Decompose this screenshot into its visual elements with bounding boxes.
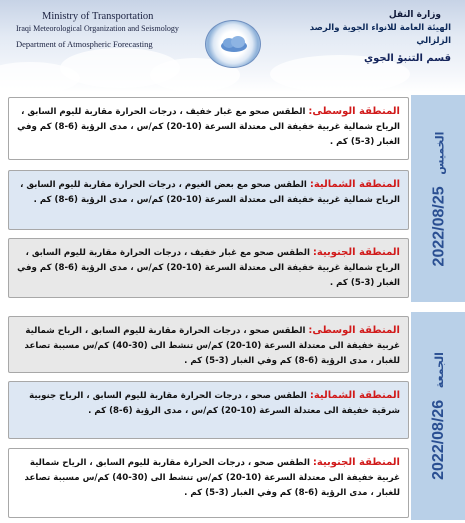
organization-name-en: Iraqi Meteorological Organization and Seismology <box>16 24 179 33</box>
forecast-day1-central <box>8 97 409 160</box>
region-forecast: الطقس صحو ، درجات الحرارة مقاربة لليوم السابق ، الرياح شمالية غربية خفيفة الى معتدلة السرعة (10-20) كم/س تنشط الى (30-40) كم/س مسببة تصاعد للغبار ، مدى الرؤية (6-8) كم وفي الغبار (3-5) كم . <box>24 458 400 498</box>
letterhead <box>0 0 465 92</box>
day-1-name: الخميس <box>433 131 446 175</box>
region-forecast: الطقس صحو ، درجات الحرارة مقاربة لليوم السابق ، الرياح شمالية غربية خفيفة الى معتدلة السرعة (10-20) كم/س تنشط الى (30-40) كم/س مسببة تصاعد للغبار ، مدى الرؤية (6-8) كم وفي الغبار (3-5) كم . <box>24 326 400 366</box>
organization-name-ar: الهيئة العامة للانواء الجوية والرصد الزلزالي <box>309 23 451 46</box>
region-name: المنطقة الجنوبية: <box>312 247 400 258</box>
forecast-day1-south <box>8 238 409 298</box>
ministry-name-ar: وزارة النقل <box>388 10 441 20</box>
region-forecast: الطقس صحو ، درجات الحرارة مقاربة لليوم السابق ، الرياح جنوبية شرقية خفيفة الى معتدلة السرعة (10-20) كم/س ، مدى الرؤية (6-8) كم . <box>29 391 400 416</box>
header-arabic <box>301 8 451 67</box>
region-forecast: الطقس صحو مع بعض الغيوم ، درجات الحرارة مقاربة لليوم السابق ، الرياح شمالية غربية خفيفة الى معتدلة السرعة (10-20) كم/س ، مدى الرؤية (6-8) كم . <box>20 180 400 205</box>
forecast-day1-north <box>8 170 409 230</box>
region-forecast: الطقس صحو مع غبار خفيف ، درجات الحرارة مقاربة لليوم السابق ، الرياح شمالية غربية خفيفة الى معتدلة السرعة (10-20) كم/س ، مدى الرؤية (6-8) كم وفي الغبار (3-5) كم . <box>17 248 400 288</box>
ministry-name-en: Ministry of Transportation <box>42 11 154 22</box>
forecast-day2-north <box>8 381 409 439</box>
region-forecast: الطقس صحو مع غبار خفيف ، درجات الحرارة مقاربة لليوم السابق ، الرياح شمالية غربية خفيفة الى معتدلة السرعة (10-20) كم/س ، مدى الرؤية (6-8) كم وفي الغبار (3-5) كم . <box>17 107 400 147</box>
department-name-ar: قسم التنبؤ الجوي <box>363 53 451 64</box>
day-2-label <box>415 312 461 520</box>
department-name-en: Department of Atmospheric Forecasting <box>16 39 153 49</box>
day-2-date: 2022/08/26 <box>430 399 447 480</box>
day-1-label <box>415 95 461 302</box>
region-name: المنطقة الشمالية: <box>309 390 400 401</box>
region-name: المنطقة الجنوبية: <box>312 457 400 468</box>
region-name: المنطقة الوسطى: <box>308 106 400 117</box>
region-name: المنطقة الشمالية: <box>309 179 400 190</box>
cloud-logo-icon <box>218 35 250 53</box>
organization-logo <box>205 20 261 68</box>
region-name: المنطقة الوسطى: <box>308 325 400 336</box>
day-1-date: 2022/08/25 <box>430 185 447 266</box>
forecast-day2-central <box>8 316 409 373</box>
forecast-day2-south <box>8 448 409 518</box>
day-2-name: الجمعة <box>433 352 446 389</box>
header-english <box>16 10 206 51</box>
